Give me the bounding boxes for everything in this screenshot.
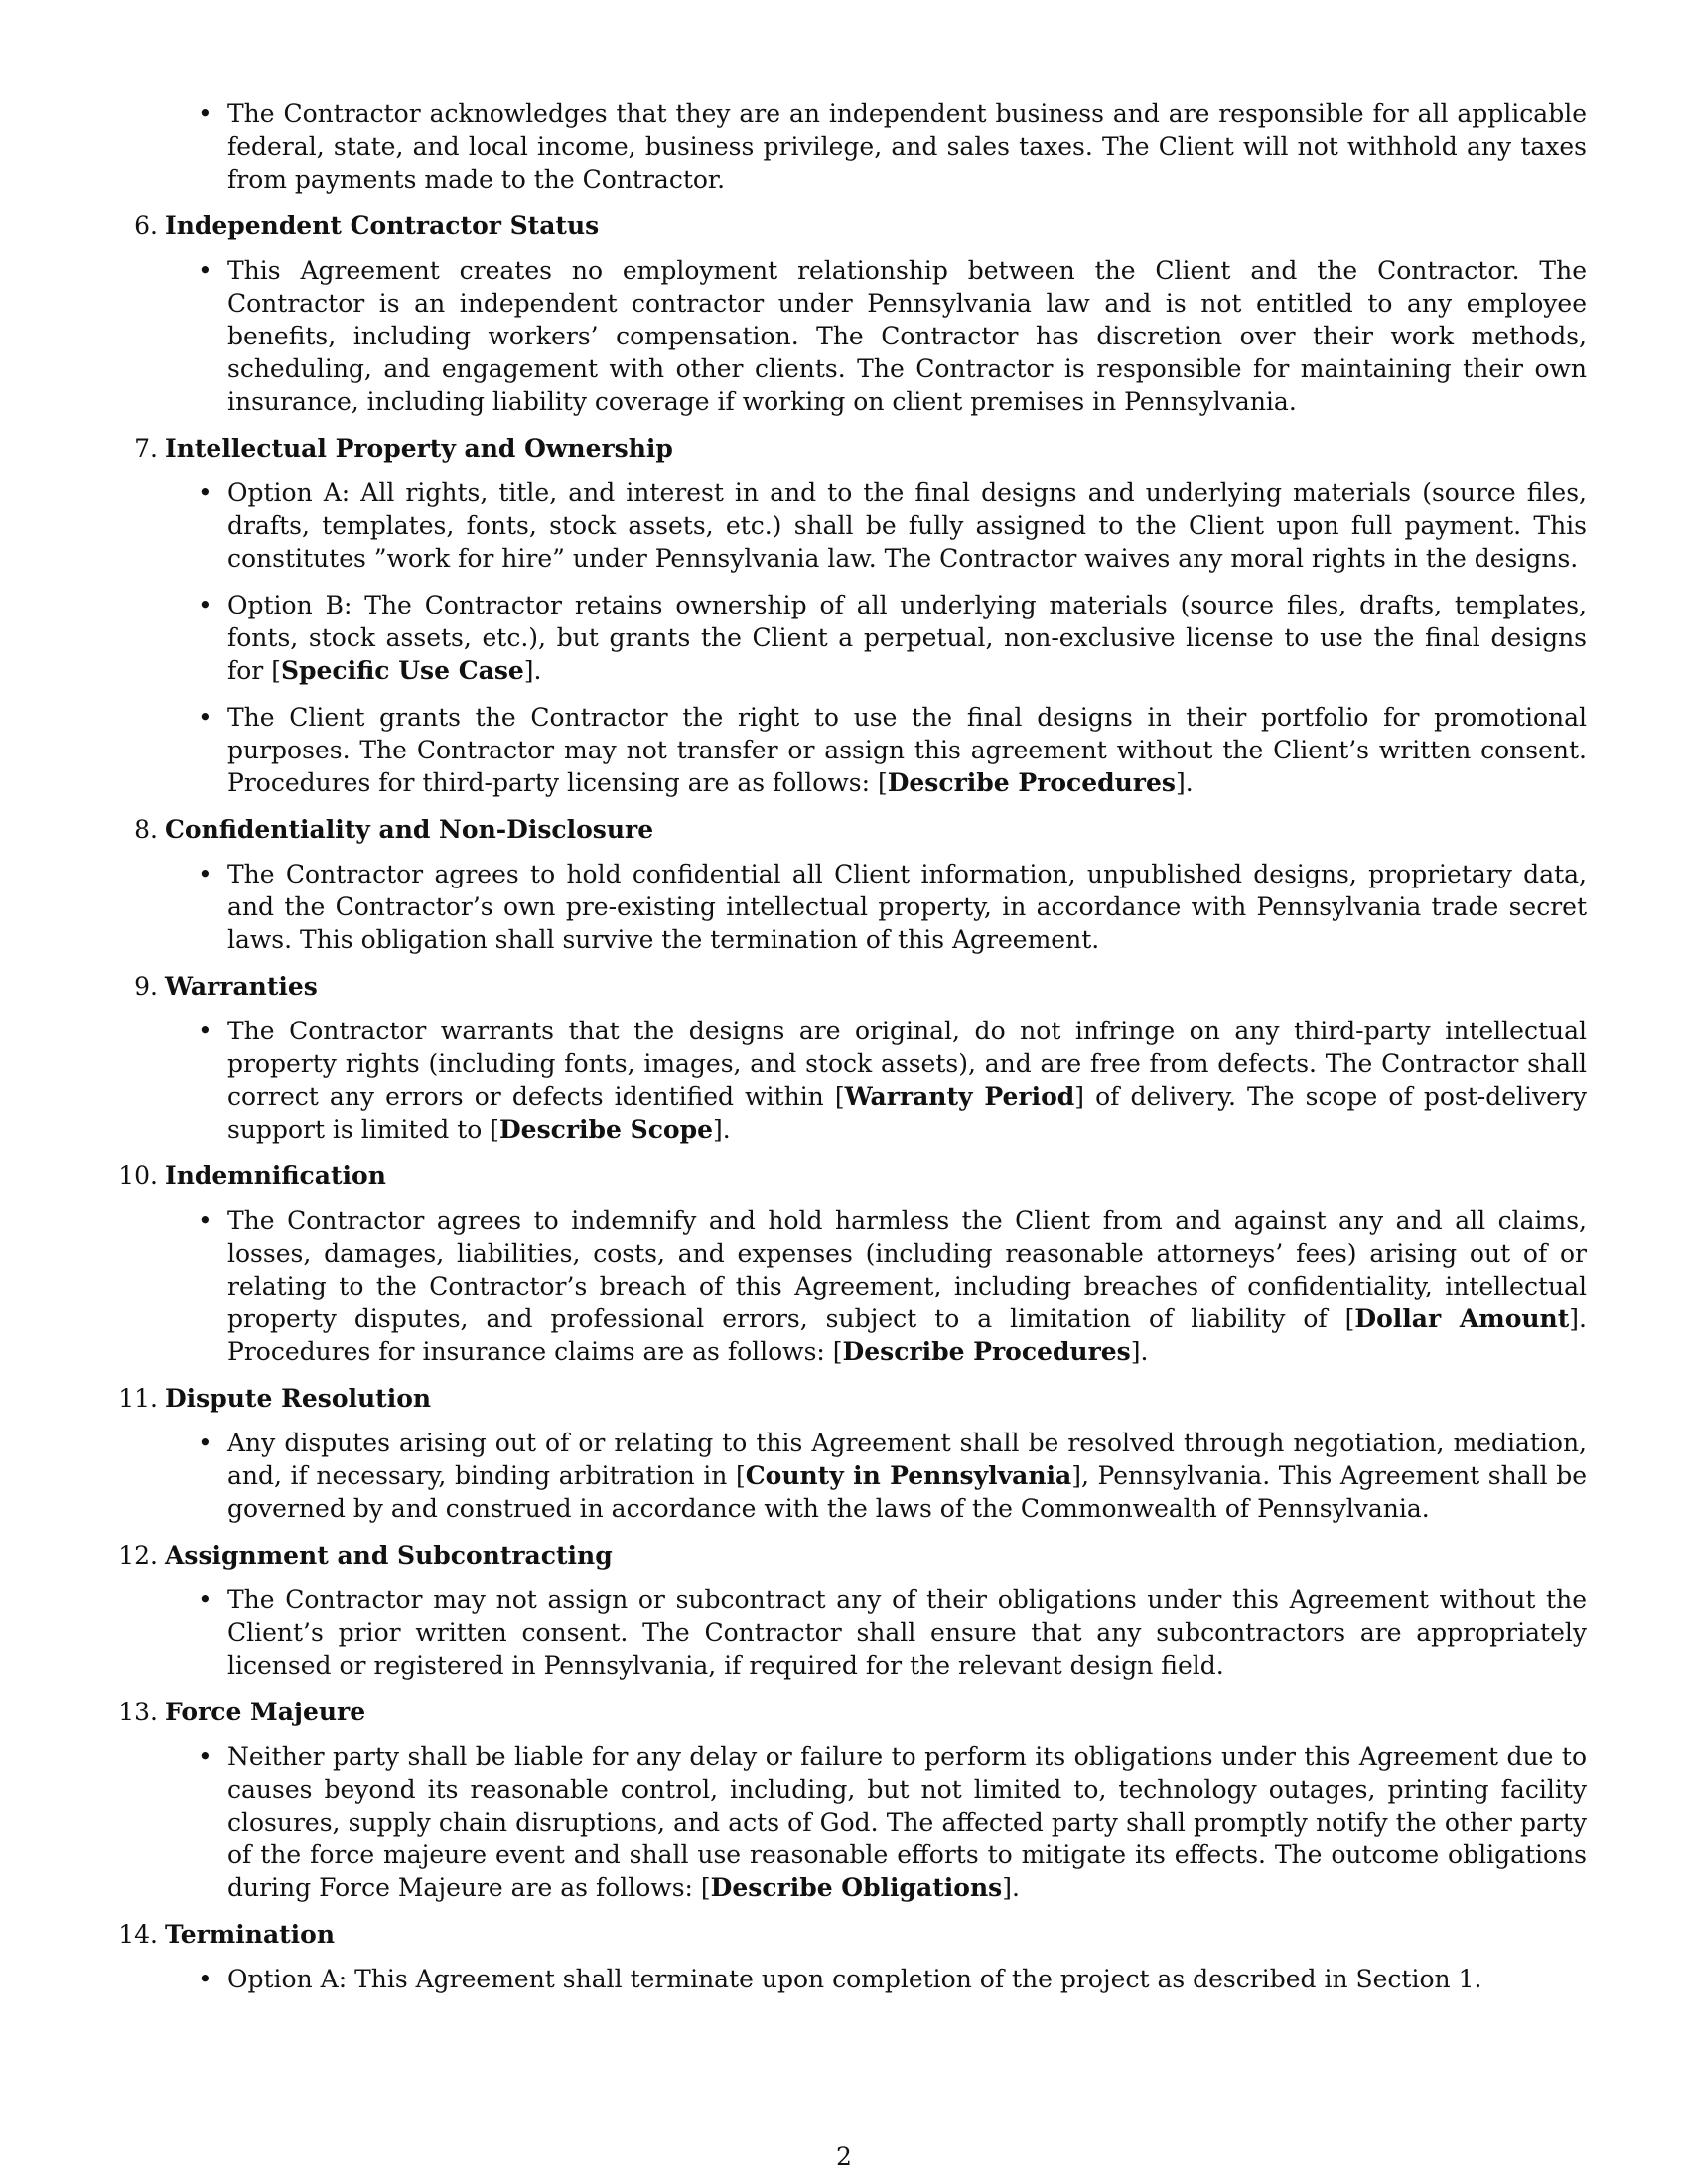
section-title: Indemnification <box>165 1161 386 1190</box>
section-title: Independent Contractor Status <box>165 211 600 240</box>
bullet-text: ]. Procedures for insurance claims are as follows: [ <box>227 1304 1587 1366</box>
section-number: 11. <box>118 1384 158 1413</box>
bullet-text: Option B: The Contractor retains ownership of all underlying materials (source files, drafts, templates, fonts, stock assets, etc.), but grants the Client a perpetual, non-exclusive license to use the final designs for [ <box>227 591 1587 685</box>
page-number: 2 <box>836 2142 852 2171</box>
section-number: 6. <box>134 211 158 240</box>
placeholder-field: County in Pennsylvania <box>745 1461 1072 1490</box>
bullet-item <box>227 1427 1587 1525</box>
section <box>118 1382 1587 1525</box>
bullet-text: ]. <box>1002 1873 1020 1902</box>
section-number: 7. <box>134 434 158 463</box>
section <box>134 432 1587 799</box>
section-heading <box>118 1160 1587 1192</box>
section <box>134 209 1587 418</box>
bullet-item <box>227 1204 1587 1368</box>
bullet-item <box>227 1740 1587 1904</box>
section-heading <box>118 1539 1587 1571</box>
bullet-text: Option A: All rights, title, and interest in and to the final designs and underlying materials (source files, drafts, templates, fonts, stock assets, etc.) shall be fully assigned to the Client upon full payment. This constitutes ”work for hire” under Pennsylvania law. The Contractor waives any moral rights in the designs. <box>227 478 1587 573</box>
section-heading <box>134 432 1587 465</box>
placeholder-field: Describe Scope <box>499 1115 713 1144</box>
bullet-text: The Contractor acknowledges that they are an independent business and are responsible for all applicable federal, state, and local income, business privilege, and sales taxes. The Client will not withhold any taxes from payments made to the Contractor. <box>227 99 1587 194</box>
bullet-text: ]. <box>1175 768 1194 797</box>
bullet-text: Neither party shall be liable for any delay or failure to perform its obligations under this Agreement due to causes beyond its reasonable control, including, but not limited to, technology outages, printing facility closures, supply chain disruptions, and acts of God. The affected party shall promptly notify the other party of the force majeure event and shall use reasonable efforts to mitigate its effects. The outcome obligations during Force Majeure are as follows: [ <box>227 1742 1587 1902</box>
placeholder-field: Specific Use Case <box>280 656 524 685</box>
placeholder-field: Warranty Period <box>844 1082 1075 1111</box>
section-number: 9. <box>134 972 158 1001</box>
section-heading <box>118 1918 1587 1951</box>
bullet-text: The Contractor may not assign or subcontract any of their obligations under this Agreement without the Client’s prior written consent. The Contractor shall ensure that any subcontractors are appropriately licensed or registered in Pennsylvania, if required for the relevant design field. <box>227 1585 1587 1680</box>
section-heading <box>134 209 1587 242</box>
bullet-text: The Client grants the Contractor the right to use the final designs in their portfolio for promotional purposes. The Contractor may not transfer or assign this agreement without the Client’s written consent. Procedures for third-party licensing are as follows: [ <box>227 703 1587 797</box>
section-heading <box>118 1382 1587 1415</box>
bullet-item <box>227 1963 1587 1995</box>
bullet-item <box>227 254 1587 418</box>
bullet-text: Any disputes arising out of or relating to this Agreement shall be resolved through negotiation, mediation, and, if necessary, binding arbitration in [ <box>227 1429 1587 1490</box>
section-heading <box>134 970 1587 1003</box>
bullet-text: The Contractor agrees to hold confidential all Client information, unpublished designs, proprietary data, and the Contractor’s own pre-existing intellectual property, in accordance with Pennsylvania trade secret laws. This obligation shall survive the termination of this Agreement. <box>227 860 1587 954</box>
bullet-text: ]. <box>523 656 542 685</box>
section <box>134 970 1587 1146</box>
bullet-text: This Agreement creates no employment relationship between the Client and the Contractor. The Contractor is an independent contractor under Pennsylvania law and is not entitled to any employee benefits, including workers’ compensation. The Contractor has discretion over their work methods, scheduling, and engagement with other clients. The Contractor is responsible for maintaining their own insurance, including liability coverage if working on client premises in Pennsylvania. <box>227 256 1587 416</box>
section-number: 14. <box>118 1920 158 1949</box>
placeholder-field: Describe Procedures <box>887 768 1176 797</box>
section <box>118 1160 1587 1368</box>
section <box>118 1696 1587 1904</box>
bullet-item <box>227 1583 1587 1682</box>
bullet-text: ]. <box>712 1115 731 1144</box>
section-title: Confidentiality and Non-Disclosure <box>165 815 654 844</box>
section <box>134 813 1587 956</box>
placeholder-field: Describe Obligations <box>710 1873 1003 1902</box>
section-heading <box>118 1696 1587 1728</box>
bullet-item <box>227 1015 1587 1146</box>
bullet-text: The Contractor agrees to indemnify and hold harmless the Client from and against any and all claims, losses, damages, liabilities, costs, and expenses (including reasonable attorneys’ fees) arising out of or relating to the Contractor’s breach of this Agreement, including breaches of confidentiality, intellectual property disputes, and professional errors, subject to a limitation of liability of [ <box>227 1206 1587 1333</box>
section-title: Assignment and Subcontracting <box>165 1541 613 1570</box>
section-title: Dispute Resolution <box>165 1384 432 1413</box>
section-heading <box>134 813 1587 846</box>
bullet-text: ]. <box>1130 1337 1149 1366</box>
bullet-text: ], Pennsylvania. This Agreement shall be governed by and construed in accordance with the laws of the Commonwealth of Pennsylvania. <box>227 1461 1587 1523</box>
bullet-item <box>227 97 1587 196</box>
section-number: 8. <box>134 815 158 844</box>
bullet-item <box>227 701 1587 799</box>
section <box>118 1918 1587 1995</box>
section-number: 10. <box>118 1161 158 1190</box>
bullet-item <box>227 477 1587 575</box>
placeholder-field: Describe Procedures <box>842 1337 1131 1366</box>
placeholder-field: Dollar Amount <box>1354 1304 1570 1333</box>
bullet-text: The Contractor warrants that the designs are original, do not infringe on any third-party intellectual property rights (including fonts, images, and stock assets), and are free from defects. The Contractor shall correct any errors or defects identified within [ <box>227 1017 1587 1111</box>
section-title: Force Majeure <box>165 1698 366 1726</box>
section-number: 12. <box>118 1541 158 1570</box>
section-number: 13. <box>118 1698 158 1726</box>
section <box>165 97 1587 196</box>
section-title: Intellectual Property and Ownership <box>165 434 673 463</box>
bullet-item <box>227 589 1587 687</box>
document-body <box>118 97 1587 2009</box>
bullet-item <box>227 858 1587 956</box>
section <box>118 1539 1587 1682</box>
bullet-text: ] of delivery. The scope of post-delivery support is limited to [ <box>227 1082 1587 1144</box>
section-title: Warranties <box>165 972 318 1001</box>
section-title: Termination <box>165 1920 336 1949</box>
bullet-text: Option A: This Agreement shall terminate upon completion of the project as described in Section 1. <box>227 1965 1482 1993</box>
